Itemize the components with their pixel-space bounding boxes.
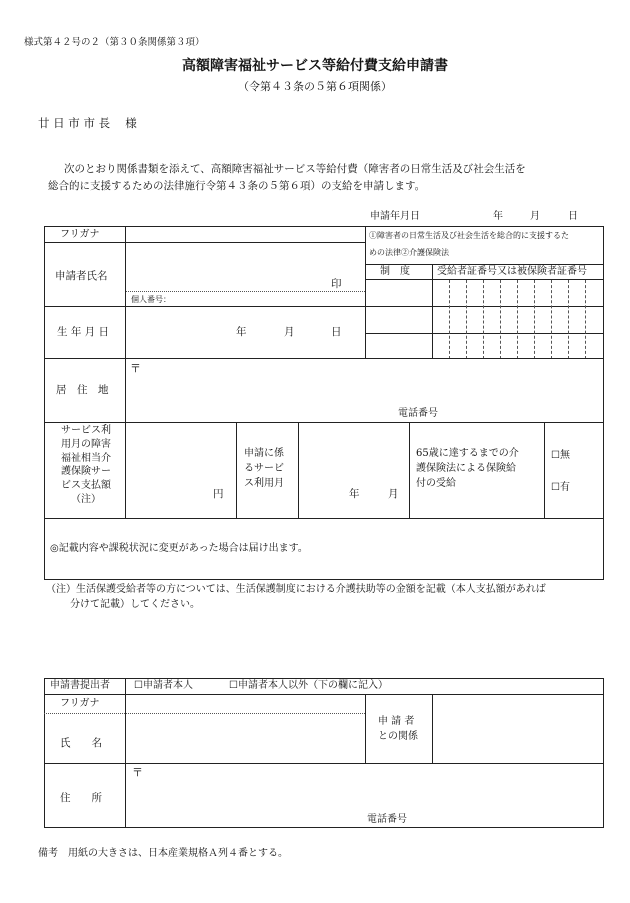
- birthdate-label: 生 年 月 日: [57, 326, 110, 338]
- recipient-number-input-3[interactable]: [433, 334, 603, 358]
- relation-input[interactable]: [433, 695, 603, 762]
- submitter-address-label: 住 所: [60, 792, 102, 804]
- submitter-address-input[interactable]: [126, 764, 603, 827]
- service-year: 年: [349, 488, 360, 500]
- birth-day[interactable]: 日: [331, 326, 342, 338]
- residence-phone-label: 電話番号: [398, 408, 438, 419]
- law-note-line-1: ①障害者の日常生活及び社会生活を総合的に支援するた: [369, 231, 569, 240]
- recipient-number-header: 受給者証番号又は被保険者証番号: [437, 266, 587, 277]
- system-input-1[interactable]: [366, 280, 431, 305]
- submitter-name-label: 氏 名: [60, 737, 102, 749]
- application-date-day[interactable]: 日: [568, 211, 578, 222]
- recipient-number-input-2[interactable]: [433, 307, 603, 332]
- seal-mark: 印: [331, 278, 342, 290]
- law-note-line-2: めの法律②介護保険法: [369, 248, 449, 257]
- applicant-furigana-input[interactable]: [126, 227, 364, 242]
- page-subtitle: （令第４３条の５第６項関係）: [238, 80, 392, 93]
- submitter-self-checkbox[interactable]: ☐申請者本人: [134, 680, 193, 691]
- recipient-number-input-1[interactable]: [433, 280, 603, 305]
- note-line-1: （注）生活保護受給者等の方については、生活保護制度における介護扶助等の金額を記載（本人支払額があれば: [46, 584, 546, 595]
- applicant-name-label: 申請者氏名: [55, 270, 108, 282]
- remarks: 備考 用紙の大きさは、日本産業規格Ａ列４番とする。: [38, 848, 288, 859]
- submitter-furigana-label: フリガナ: [60, 698, 100, 709]
- residence-input[interactable]: [126, 359, 603, 421]
- personal-number-label: 個人番号：: [131, 295, 171, 304]
- birth-year[interactable]: 年: [236, 326, 247, 338]
- submitter-other-checkbox[interactable]: ☐申請者本人以外（下の欄に記入）: [229, 680, 388, 691]
- submitter-furigana-input[interactable]: [126, 695, 364, 712]
- service-amount-label: サービス利 用月の障害 福祉相当介 護保険サー ビス支払額 （注）: [61, 425, 111, 505]
- age65-yes-checkbox[interactable]: ☐有: [551, 482, 570, 493]
- application-date-year[interactable]: 年: [493, 211, 503, 222]
- service-amount-input[interactable]: [126, 423, 235, 518]
- application-date-month[interactable]: 月: [530, 211, 540, 222]
- age65-label: 65歳に達するまでの介 護保険法による保険給 付の受給: [416, 448, 519, 489]
- change-notice: ◎記載内容や課税状況に変更があった場合は届け出ます。: [50, 543, 308, 554]
- submitter-name-input[interactable]: [126, 714, 364, 762]
- birth-month[interactable]: 月: [284, 326, 295, 338]
- intro-line-2: 総合的に支援するための法律施行令第４３条の５第６項）の支給を申請します。: [48, 180, 426, 192]
- system-input-3[interactable]: [366, 334, 431, 358]
- residence-postal-mark: 〒: [130, 362, 141, 375]
- service-month-label: 申請に係 るサービ ス利用月: [244, 448, 284, 489]
- page-title: 高額障害福祉サービス等給付費支給申請書: [182, 58, 448, 74]
- service-month: 月: [388, 488, 399, 500]
- submitter-phone-label: 電話番号: [367, 814, 407, 825]
- service-month-input[interactable]: [299, 423, 408, 518]
- system-input-2[interactable]: [366, 307, 431, 332]
- age65-none-checkbox[interactable]: ☐無: [551, 450, 570, 461]
- addressee: 廿 日 市 市 長 様: [38, 116, 137, 130]
- form-number: 様式第４２号の２（第３０条関係第３項）: [24, 37, 205, 48]
- intro-line-1: 次のとおり関係書類を添えて、高額障害福祉サービス等給付費（障害者の日常生活及び社会生活を: [64, 163, 526, 175]
- system-header: 制 度: [380, 266, 410, 277]
- submitter-label: 申請書提出者: [50, 680, 110, 691]
- submitter-postal-mark: 〒: [132, 766, 143, 779]
- service-amount-yen: 円: [213, 488, 224, 500]
- relation-label: 申 請 者 との関係: [378, 716, 418, 742]
- note-line-2: 分けて記載）してください。: [70, 599, 200, 610]
- application-date-label: 申請年月日: [370, 211, 420, 222]
- residence-label: 居 住 地: [56, 384, 109, 396]
- applicant-furigana-label: フリガナ: [60, 229, 100, 240]
